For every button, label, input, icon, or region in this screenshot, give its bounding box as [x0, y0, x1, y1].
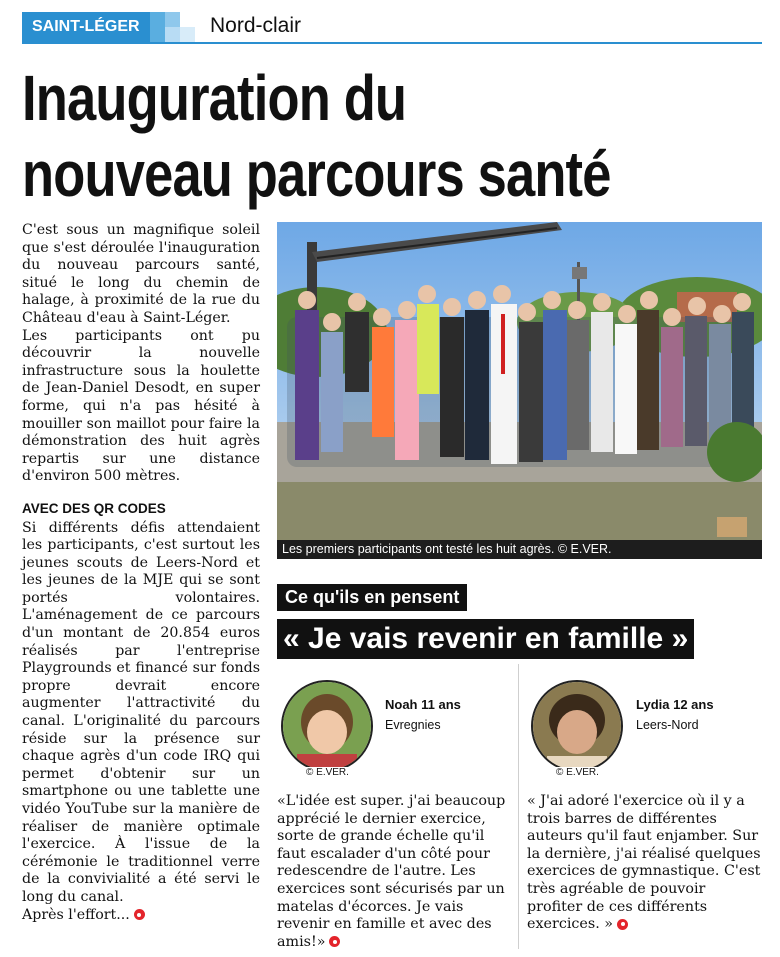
person-name: Lydia 12 ans	[636, 697, 714, 712]
end-mark-icon	[329, 936, 340, 947]
photo-credit: © E.VER.	[303, 767, 352, 778]
header-rule	[22, 42, 762, 44]
avatar-lydia	[531, 680, 623, 772]
article-subhead: AVEC DES QR CODES	[22, 500, 166, 516]
publication-name: Nord-clair	[210, 14, 302, 37]
headline-line-1: Inauguration du	[22, 62, 407, 134]
person-name: Noah 11 ans	[385, 697, 461, 712]
group-photo	[277, 222, 762, 540]
headline-line-2: nouveau parcours santé	[22, 138, 611, 210]
person-location: Evregnies	[385, 718, 441, 732]
headline	[22, 60, 629, 212]
article-body	[22, 222, 260, 924]
person-location: Leers-Nord	[636, 718, 699, 732]
end-mark-icon	[617, 919, 628, 930]
photo-credit: © E.VER.	[553, 767, 602, 778]
photo-caption: Les premiers participants ont testé les huit agrès. © E.VER.	[277, 540, 762, 559]
person-quote: «L'idée est super. j'ai beaucoup apprécié le dernier exercice, sorte de grande échelle qu'il faut escalader d'un côté pour redescendre de l'autre. Les exercices sont sécurisés par un matelas d'écorces. Je vais revenir en famille et avec des amis!»	[277, 793, 506, 950]
article-paragraph: Si différents défis attendaient les participants, c'est surtout les jeunes scouts de Leers-Nord et les jeunes de la MJE qui se sont portés volontaires. L'aménagement de ce parcours d'un montant de 20.854 euros réalisés par l'entreprise Playgrounds et financé sur fonds propre devrait encore augmenter l'attractivité du canal. L'originalité du parcours réside sur la présence sur chaque agrès d'un code IRQ qui permet d'obtenir sur un smartphone ou une tablette une vidéo YouTube sur la manière de réaliser de manière optimale l'exercice. À l'issue de la cérémonie le traditionnel verre de la convivialité a été servi le long du canal.	[22, 519, 260, 905]
opinion-section-label: Ce qu'ils en pensent	[277, 584, 467, 611]
end-mark-icon	[134, 909, 145, 920]
section-tag-decoration	[150, 12, 195, 42]
article-closing: Après l'effort...	[22, 907, 260, 925]
article-paragraph: Les participants ont pu découvrir la nouvelle infrastructure sous la houlette de Jean-Daniel Desodt, en super forme, qui n'a pas hésité à mouiller son maillot pour faire la démonstration des huit agrès repartis sur une distance d'environ 500 mètres.	[22, 327, 260, 485]
person-quote: « J'ai adoré l'exercice où il y a trois barres de différentes auteurs qu'il faut enjamber. Sur la dernière, j'ai réalisé quelques exercices de gymnastique. C'est très agréable de pouvoir profiter de ces différents exercices. »	[527, 793, 761, 933]
column-divider	[518, 664, 519, 949]
section-tag: SAINT-LÉGER	[22, 12, 150, 42]
article-paragraph: C'est sous un magnifique soleil que s'est déroulée l'inauguration du nouveau parcours santé, situé le long du chemin de halage, à proximité de la rue du Château d'eau à Saint-Léger.	[22, 222, 260, 326]
avatar-noah	[281, 680, 373, 772]
opinion-title: « Je vais revenir en famille »	[277, 619, 694, 659]
